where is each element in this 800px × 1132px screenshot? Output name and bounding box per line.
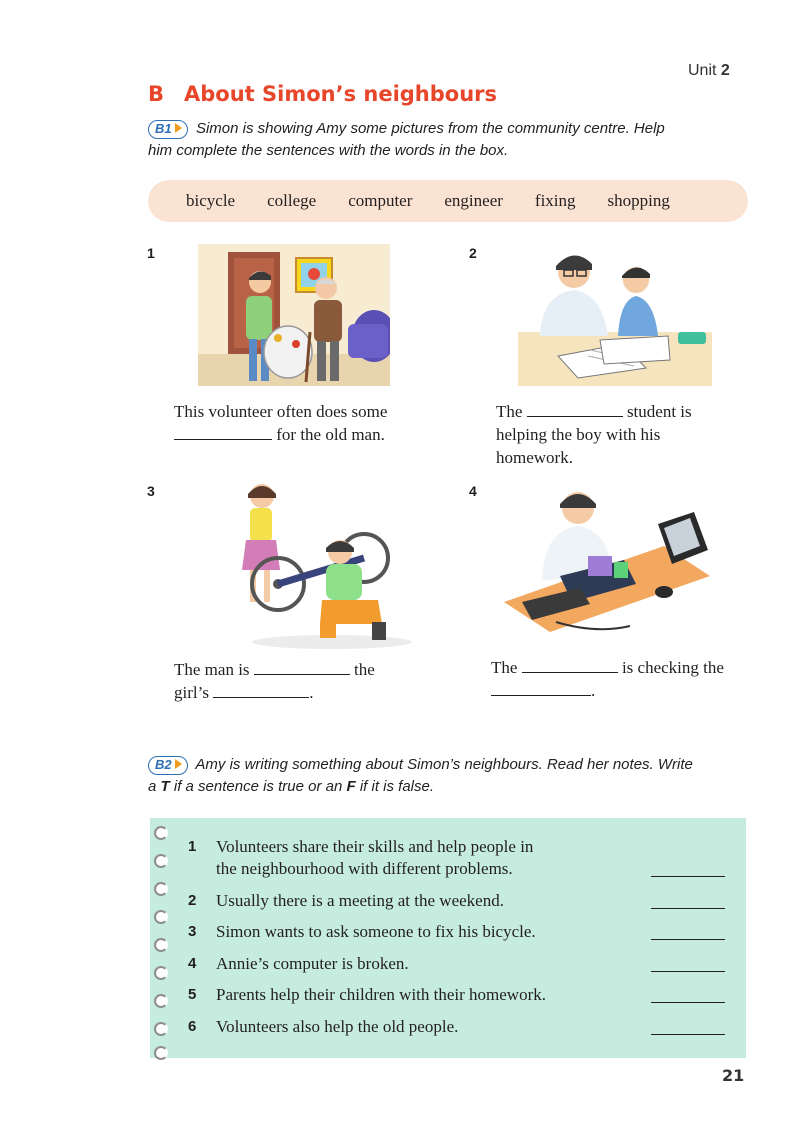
- caption-text: .: [591, 681, 596, 700]
- answer-blank[interactable]: [174, 426, 272, 440]
- picture-3-illustration: [222, 474, 412, 650]
- word-box: [148, 180, 748, 222]
- page-number: 21: [722, 1066, 745, 1085]
- unit-text: Unit: [688, 62, 717, 79]
- note-item-6: [188, 1016, 596, 1038]
- notes-card: [150, 818, 746, 1058]
- binder-ring-icon: [154, 826, 168, 840]
- word-box-item: shopping: [607, 191, 670, 210]
- tf-answer-blank[interactable]: [651, 939, 725, 940]
- caption-text: The: [491, 658, 518, 677]
- section-title: [148, 82, 497, 106]
- binder-ring-icon: [154, 994, 168, 1008]
- b2-badge: B2: [148, 756, 188, 775]
- note-number: 4: [188, 955, 197, 972]
- note-item-3: [188, 921, 596, 943]
- section-heading: About Simon’s neighbours: [184, 82, 498, 106]
- section-letter: B: [148, 82, 165, 106]
- note-item-2: [188, 890, 596, 912]
- word-box-item: computer: [348, 191, 413, 210]
- b1-instruction-line1: Simon is showing Amy some pictures from the community centre. Help: [195, 120, 665, 137]
- caption-text: This volunteer often does some: [174, 402, 388, 421]
- picture-2-illustration: [518, 244, 712, 386]
- note-number: 3: [188, 923, 197, 940]
- word-box-item: college: [267, 191, 317, 210]
- answer-blank[interactable]: [527, 403, 623, 417]
- picture-4-illustration: [496, 484, 716, 640]
- answer-blank[interactable]: [254, 661, 350, 675]
- note-text: Usually there is a meeting at the weekend.: [216, 891, 504, 910]
- note-item-5: [188, 984, 596, 1006]
- tf-answer-blank[interactable]: [651, 971, 725, 972]
- tf-answer-blank[interactable]: [651, 1034, 725, 1035]
- tf-answer-blank[interactable]: [651, 876, 725, 877]
- caption-text: the: [354, 660, 375, 679]
- picture-number-2: 2: [469, 245, 477, 261]
- note-item-4: [188, 953, 596, 975]
- picture-2-caption: [496, 400, 692, 469]
- note-item-1: [188, 836, 596, 880]
- picture-1-caption: [174, 400, 387, 446]
- b2-instruction: [148, 754, 748, 798]
- unit-label: [688, 62, 730, 80]
- note-number: 1: [188, 838, 197, 855]
- b1-instruction-line2: him complete the sentences with the words in the box.: [148, 142, 509, 159]
- caption-text: The: [496, 402, 523, 421]
- play-arrow-icon: [175, 123, 182, 133]
- binder-ring-icon: [154, 910, 168, 924]
- note-text: Parents help their children with their homework.: [216, 985, 546, 1004]
- caption-text: The man is: [174, 660, 250, 679]
- picture-number-1: 1: [147, 245, 155, 261]
- note-text: Volunteers share their skills and help people in: [216, 837, 534, 856]
- word-box-item: bicycle: [186, 191, 236, 210]
- caption-text: student is: [626, 402, 692, 421]
- picture-1-illustration: [198, 244, 390, 386]
- note-text: Simon wants to ask someone to fix his bicycle.: [216, 922, 536, 941]
- picture-number-4: 4: [469, 483, 477, 499]
- word-box-item: fixing: [534, 191, 576, 210]
- picture-3-caption: [174, 658, 375, 704]
- answer-blank[interactable]: [491, 682, 591, 696]
- b2-instruction-line1: Amy is writing something about Simon’s neighbours. Read her notes. Write: [195, 756, 693, 773]
- b2-instruction-line2: a T if a sentence is true or an F if it is false.: [148, 778, 434, 795]
- binder-ring-icon: [154, 854, 168, 868]
- note-text: Volunteers also help the old people.: [216, 1017, 459, 1036]
- caption-text: homework.: [496, 448, 573, 467]
- answer-blank[interactable]: [522, 659, 618, 673]
- note-number: 2: [188, 892, 197, 909]
- tf-answer-blank[interactable]: [651, 1002, 725, 1003]
- caption-text: helping the boy with his: [496, 425, 661, 444]
- caption-text: is checking the: [621, 658, 724, 677]
- word-box-item: engineer: [444, 191, 503, 210]
- caption-text: for the old man.: [276, 425, 385, 444]
- play-arrow-icon: [175, 759, 182, 769]
- answer-blank[interactable]: [213, 684, 309, 698]
- note-number: 6: [188, 1018, 197, 1035]
- binder-ring-icon: [154, 882, 168, 896]
- b1-instruction: [148, 118, 748, 162]
- caption-text: girl’s: [174, 683, 209, 702]
- tf-answer-blank[interactable]: [651, 908, 725, 909]
- binder-ring-icon: [154, 1022, 168, 1036]
- picture-number-3: 3: [147, 483, 155, 499]
- picture-4-caption: [491, 656, 724, 702]
- caption-text: .: [309, 683, 314, 702]
- binder-ring-icon: [154, 938, 168, 952]
- note-text: Annie’s computer is broken.: [216, 954, 409, 973]
- note-text: the neighbourhood with different problems.: [216, 859, 513, 878]
- binder-ring-icon: [154, 1046, 168, 1060]
- b1-badge: B1: [148, 120, 188, 139]
- binder-ring-icon: [154, 966, 168, 980]
- note-number: 5: [188, 986, 197, 1003]
- unit-number: 2: [720, 62, 730, 79]
